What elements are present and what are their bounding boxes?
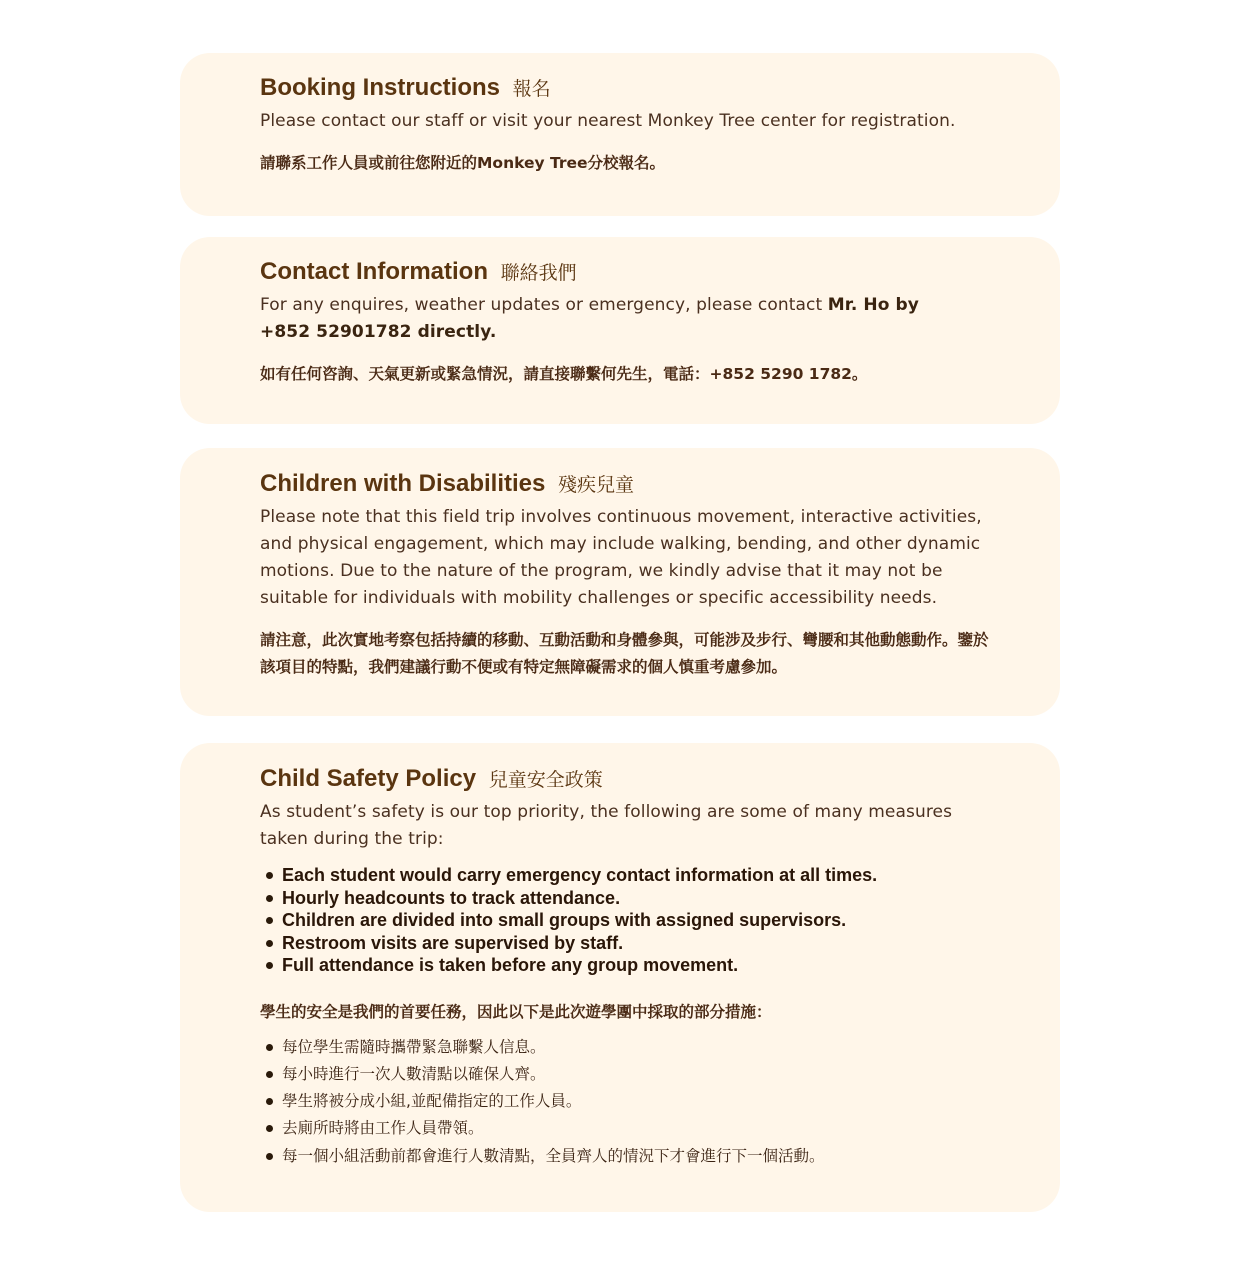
contact-title <box>260 257 1000 288</box>
contact-phone-zh: 電話：+852 5290 1782。 <box>663 365 868 383</box>
contact-person-phone: Mr. Ho by +852 52901782 directly. <box>260 295 919 342</box>
safety-bullet-en: Hourly headcounts to track attendance. <box>260 887 1000 910</box>
safety-bullet-zh: 學生將被分成小組,並配備指定的工作人員。 <box>260 1088 1000 1115</box>
booking-instructions-card <box>180 53 1060 216</box>
child-safety-policy-card <box>180 743 1060 1212</box>
safety-bullets-en <box>260 864 1000 977</box>
disabilities-title-en: Children with Disabilities <box>260 470 546 497</box>
children-disabilities-card <box>180 448 1060 716</box>
safety-bullet-zh: 去廁所時將由工作人員帶領。 <box>260 1115 1000 1142</box>
disabilities-title <box>260 469 1000 500</box>
booking-text-zh: 請聯系工作人員或前往您附近的Monkey Tree分校報名。 <box>260 154 666 172</box>
safety-intro-zh: 學生的安全是我們的首要任務，因此以下是此次遊學團中採取的部分措施： <box>260 1002 772 1021</box>
safety-bullet-en: Restroom visits are supervised by staff. <box>260 932 1000 955</box>
safety-title <box>260 764 1000 795</box>
disabilities-text-en: Please note that this field trip involves continuous movement, interactive activities, and physical engagement, which may include walking, bending, and other dynamic motions. Due to the nature of the program, we kindly advise that it may not be suitable for individuals with mobility challenges or specific accessibility needs. <box>260 507 982 608</box>
contact-title-en: Contact Information <box>260 258 488 285</box>
safety-bullet-en: Each student would carry emergency contact information at all times. <box>260 864 1000 887</box>
booking-title-en: Booking Instructions <box>260 74 500 101</box>
contact-text-en-prefix: For any enquires, weather updates or emergency, please contact <box>260 295 828 315</box>
booking-title-zh: 報名 <box>512 78 551 100</box>
safety-title-zh: 兒童安全政策 <box>488 769 603 791</box>
disabilities-text-zh: 請注意，此次實地考察包括持續的移動、互動活動和身體參與，可能涉及步行、彎腰和其他動態動作。鑒於該項目的特點，我們建議行動不便或有特定無障礙需求的個人慎重考慮參加。 <box>260 631 989 676</box>
booking-text-en: Please contact our staff or visit your nearest Monkey Tree center for registration. <box>260 111 956 131</box>
safety-intro-en: As student’s safety is our top priority, the following are some of many measures taken during the trip: <box>260 802 953 849</box>
safety-bullet-zh: 每一個小組活動前都會進行人數清點，全員齊人的情況下才會進行下一個活動。 <box>260 1143 1000 1170</box>
booking-title <box>260 73 1000 104</box>
safety-title-en: Child Safety Policy <box>260 765 477 792</box>
safety-bullet-zh: 每位學生需隨時攜帶緊急聯繫人信息。 <box>260 1034 1000 1061</box>
disabilities-title-zh: 殘疾兒童 <box>558 474 635 496</box>
contact-text-zh-prefix: 如有任何咨詢、天氣更新或緊急情況，請直接聯繫何先生， <box>260 365 664 383</box>
safety-bullet-en: Full attendance is taken before any group movement. <box>260 954 1000 977</box>
contact-text-zh <box>260 361 1000 388</box>
safety-bullet-zh: 每小時進行一次人數清點以確保人齊。 <box>260 1061 1000 1088</box>
safety-bullet-en: Children are divided into small groups with assigned supervisors. <box>260 909 1000 932</box>
contact-information-card <box>180 237 1060 424</box>
contact-title-zh: 聯絡我們 <box>500 262 577 284</box>
safety-bullets-zh <box>260 1034 1000 1170</box>
contact-text-en <box>260 292 940 346</box>
